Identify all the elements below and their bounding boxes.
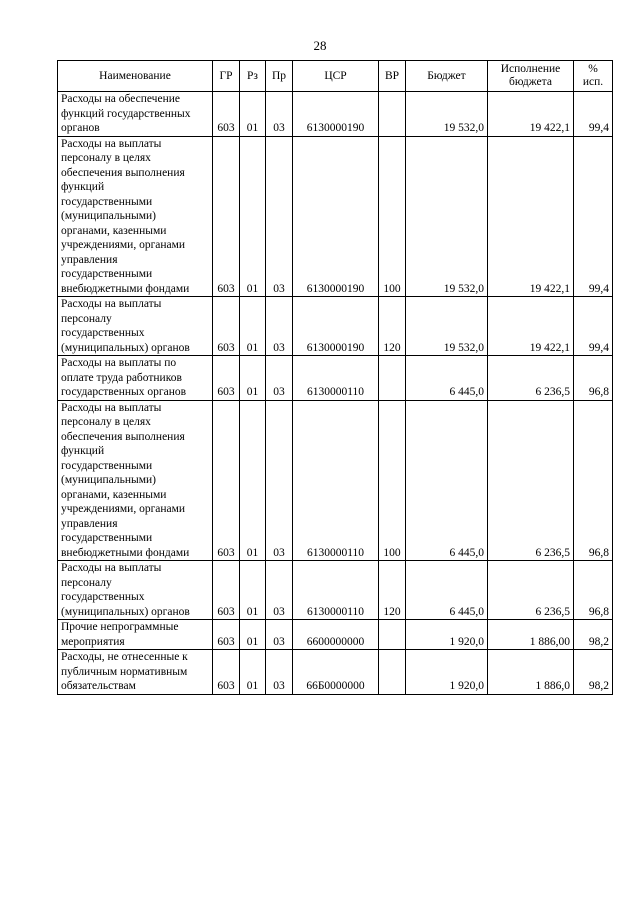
row-gr: 603 <box>213 136 240 297</box>
row-percent: 99,4 <box>574 297 613 356</box>
row-name <box>58 297 213 356</box>
row-name-line: обеспечения выполнения <box>61 430 185 443</box>
row-gr: 603 <box>213 356 240 401</box>
row-name-line: государственных органов <box>61 386 187 398</box>
row-name-line: функций <box>61 181 105 193</box>
row-percent: 99,4 <box>574 92 613 137</box>
header-name: Наименование <box>58 61 213 92</box>
row-execution: 19 422,1 <box>488 92 574 137</box>
row-budget: 19 532,0 <box>406 297 488 356</box>
row-pr: 03 <box>266 561 293 620</box>
header-budget: Бюджет <box>406 61 488 92</box>
row-name-line: (муниципальными) <box>61 474 156 486</box>
row-gr: 603 <box>213 297 240 356</box>
header-percent-label: % исп. <box>582 63 604 88</box>
row-csr: 6130000110 <box>293 400 379 561</box>
row-name-line: государственными <box>61 459 153 472</box>
row-vr <box>379 650 406 695</box>
row-name-line: государственными <box>61 532 153 544</box>
row-rz: 01 <box>240 92 266 137</box>
row-name-line: оплате труда работников <box>61 371 182 384</box>
page-number: 28 <box>313 38 327 53</box>
row-execution: 1 886,00 <box>488 620 574 650</box>
row-name-line: функций государственных <box>61 107 191 120</box>
row-name-line: персоналу в целях <box>61 416 151 428</box>
row-rz: 01 <box>240 297 266 356</box>
row-execution: 6 236,5 <box>488 400 574 561</box>
row-vr: 120 <box>379 561 406 620</box>
row-name-line: внебюджетными фондами <box>61 282 190 295</box>
table-body <box>58 92 613 695</box>
header-csr: ЦСР <box>293 61 379 92</box>
row-csr: 6130000110 <box>293 356 379 401</box>
row-execution: 1 886,0 <box>488 650 574 695</box>
row-vr <box>379 620 406 650</box>
row-percent: 99,4 <box>574 136 613 297</box>
row-name-line: Расходы на выплаты <box>61 298 162 310</box>
row-pr: 03 <box>266 650 293 695</box>
row-name-line: (муниципальных) органов <box>61 341 190 354</box>
row-name-line: (муниципальными) <box>61 210 156 222</box>
row-vr: 100 <box>379 136 406 297</box>
row-budget: 6 445,0 <box>406 561 488 620</box>
row-execution: 6 236,5 <box>488 561 574 620</box>
row-name-line: персоналу <box>61 312 112 325</box>
row-name-line: государственных <box>61 327 145 339</box>
table-row <box>58 356 613 401</box>
row-name-line: государственных <box>61 591 145 603</box>
row-percent: 96,8 <box>574 400 613 561</box>
row-name-line: учреждениями, органами <box>61 239 186 251</box>
row-execution: 6 236,5 <box>488 356 574 401</box>
row-rz: 01 <box>240 561 266 620</box>
row-name-line: Расходы на выплаты <box>61 137 162 150</box>
row-percent: 96,8 <box>574 356 613 401</box>
row-pr: 03 <box>266 620 293 650</box>
table-row <box>58 650 613 695</box>
row-name <box>58 650 213 695</box>
row-name-line: внебюджетными фондами <box>61 546 190 559</box>
row-pr: 03 <box>266 356 293 401</box>
row-csr: 6130000190 <box>293 92 379 137</box>
row-name-line: учреждениями, органами <box>61 503 186 515</box>
row-name <box>58 136 213 297</box>
row-name-line: персоналу в целях <box>61 152 151 164</box>
row-pr: 03 <box>266 92 293 137</box>
header-gr: ГР <box>213 61 240 92</box>
row-csr: 66Б0000000 <box>293 650 379 695</box>
row-percent: 98,2 <box>574 650 613 695</box>
row-name-line: персоналу <box>61 576 112 589</box>
row-pr: 03 <box>266 400 293 561</box>
row-pr: 03 <box>266 136 293 297</box>
row-execution: 19 422,1 <box>488 297 574 356</box>
row-percent: 96,8 <box>574 561 613 620</box>
row-csr: 6130000190 <box>293 136 379 297</box>
table-row <box>58 620 613 650</box>
row-gr: 603 <box>213 650 240 695</box>
table-row <box>58 297 613 356</box>
table-header-row <box>58 61 613 92</box>
row-name-line: функций <box>61 445 105 457</box>
row-name-line: Расходы на выплаты по <box>61 357 177 369</box>
row-pr: 03 <box>266 297 293 356</box>
row-gr: 603 <box>213 92 240 137</box>
row-name-line: Прочие непрограммные <box>61 621 179 633</box>
table-row <box>58 400 613 561</box>
row-name-line: Расходы на выплаты <box>61 562 162 574</box>
row-percent: 98,2 <box>574 620 613 650</box>
header-execution-label: Исполнение бюджета <box>500 63 561 88</box>
row-name-line: управления <box>61 253 118 266</box>
row-name <box>58 620 213 650</box>
row-name-line: Расходы, не отнесенные к <box>61 651 188 663</box>
row-csr: 6130000110 <box>293 561 379 620</box>
row-csr: 6600000000 <box>293 620 379 650</box>
row-name <box>58 92 213 137</box>
header-rz: Рз <box>240 61 266 92</box>
row-budget: 1 920,0 <box>406 620 488 650</box>
row-vr: 120 <box>379 297 406 356</box>
row-rz: 01 <box>240 400 266 561</box>
row-name <box>58 561 213 620</box>
row-name <box>58 400 213 561</box>
table-row <box>58 561 613 620</box>
row-name-line: государственными <box>61 195 153 208</box>
row-rz: 01 <box>240 620 266 650</box>
row-csr: 6130000190 <box>293 297 379 356</box>
budget-execution-table <box>57 60 613 695</box>
row-name-line: обеспечения выполнения <box>61 166 185 179</box>
row-name-line: (муниципальных) органов <box>61 605 190 618</box>
row-gr: 603 <box>213 400 240 561</box>
row-vr <box>379 92 406 137</box>
row-budget: 6 445,0 <box>406 400 488 561</box>
row-rz: 01 <box>240 136 266 297</box>
row-name-line: Расходы на обеспечение <box>61 93 180 105</box>
row-name-line: государственными <box>61 268 153 280</box>
row-budget: 19 532,0 <box>406 92 488 137</box>
table-row <box>58 92 613 137</box>
row-gr: 603 <box>213 561 240 620</box>
row-budget: 6 445,0 <box>406 356 488 401</box>
header-pr: Пр <box>266 61 293 92</box>
row-gr: 603 <box>213 620 240 650</box>
header-vr: ВР <box>379 61 406 92</box>
row-name-line: обязательствам <box>61 680 136 692</box>
row-vr <box>379 356 406 401</box>
row-vr: 100 <box>379 400 406 561</box>
row-name <box>58 356 213 401</box>
header-execution <box>488 61 574 92</box>
row-budget: 1 920,0 <box>406 650 488 695</box>
row-name-line: органами, казенными <box>61 488 167 501</box>
row-name-line: Расходы на выплаты <box>61 401 162 414</box>
row-rz: 01 <box>240 650 266 695</box>
header-percent <box>574 61 613 92</box>
row-execution: 19 422,1 <box>488 136 574 297</box>
row-name-line: мероприятия <box>61 635 125 648</box>
table-row <box>58 136 613 297</box>
row-rz: 01 <box>240 356 266 401</box>
row-name-line: публичным нормативным <box>61 665 188 678</box>
row-name-line: органов <box>61 122 100 134</box>
row-budget: 19 532,0 <box>406 136 488 297</box>
row-name-line: управления <box>61 517 118 530</box>
row-name-line: органами, казенными <box>61 224 167 237</box>
